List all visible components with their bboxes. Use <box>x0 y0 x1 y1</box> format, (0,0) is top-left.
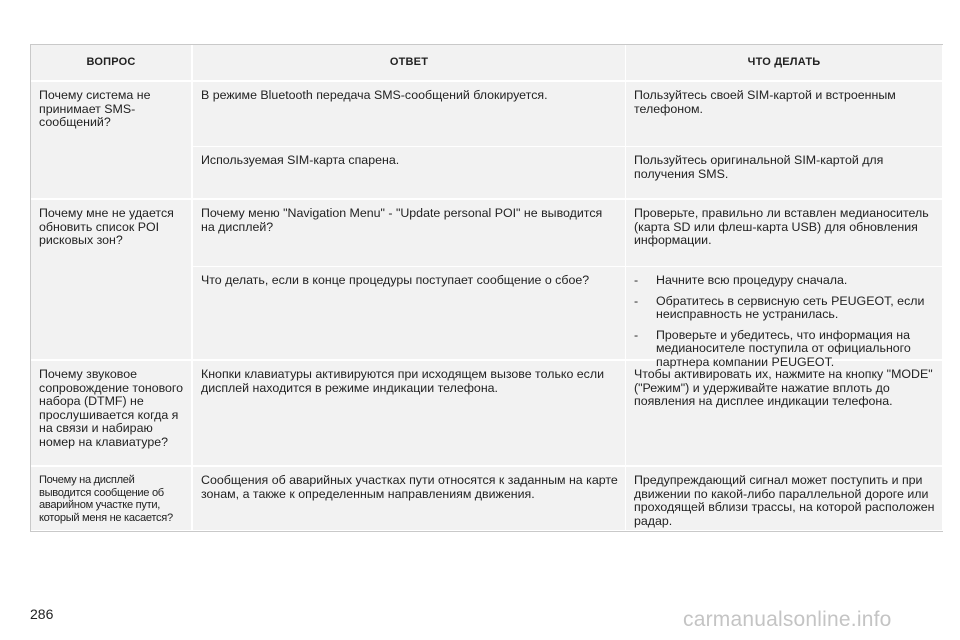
todo-poi-menu: Проверьте, правильно ли вставлен медианоситель (карта SD или флеш-карта USB) для обновления информации. <box>626 200 943 267</box>
answer-accident: Сообщения об аварийных участках пути относятся к заданным на карте зонам, а также к определенным направлениям движения. <box>193 467 626 531</box>
answer-sms-bluetooth: В режиме Bluetooth передача SMS-сообщений блокируется. <box>193 82 626 147</box>
todo-step: - Обратитесь в сервисную сеть PEUGEOT, если неисправность не устранилась. <box>634 295 936 322</box>
todo-dtmf: Чтобы активировать их, нажмите на кнопку "MODE" ("Режим") и удерживайте нажатие вплоть до появления на дисплее индикации телефона. <box>626 361 943 467</box>
question-sms: Почему система не принимает SMS-сообщений? <box>31 82 193 200</box>
header-question: ВОПРОС <box>31 45 193 82</box>
answer-poi-failure: Что делать, если в конце процедуры поступает сообщение о сбое? <box>193 267 626 361</box>
answer-sms-sim: Используемая SIM-карта спарена. <box>193 147 626 200</box>
answer-poi-menu: Почему меню "Navigation Menu" - "Update personal POI" не выводится на дисплей? <box>193 200 626 267</box>
header-todo: ЧТО ДЕЛАТЬ <box>626 45 943 82</box>
answer-dtmf: Кнопки клавиатуры активируются при исходящем вызове только если дисплей находится в режиме индикации телефона. <box>193 361 626 467</box>
todo-sms-bluetooth: Пользуйтесь своей SIM-картой и встроенным телефоном. <box>626 82 943 147</box>
header-answer: ОТВЕТ <box>193 45 626 82</box>
watermark: carmanualsonline.info <box>683 608 892 631</box>
faq-table <box>30 44 943 532</box>
todo-accident: Предупреждающий сигнал может поступить и при движении по какой-либо параллельной дороге или проходящей вблизи трассы, на которой расположен радар. <box>626 467 943 531</box>
page-number: 286 <box>30 606 54 622</box>
question-accident: Почему на дисплей выводится сообщение об аварийном участке пути, который меня не касается? <box>31 467 193 531</box>
todo-steps-list <box>634 274 936 370</box>
todo-poi-failure <box>626 267 943 369</box>
todo-step: - Проверьте и убедитесь, что информация на медианосителе поступила от официального партнера компании PEUGEOT. <box>634 329 936 370</box>
question-dtmf: Почему звуковое сопровождение тонового набора (DTMF) не прослушивается когда я на связи и набираю номер на клавиатуре? <box>31 361 193 467</box>
todo-step: - Начните всю процедуру сначала. <box>634 274 936 288</box>
todo-sms-sim: Пользуйтесь оригинальной SIM-картой для получения SMS. <box>626 147 943 200</box>
question-poi: Почему мне не удается обновить список POI рисковых зон? <box>31 200 193 361</box>
